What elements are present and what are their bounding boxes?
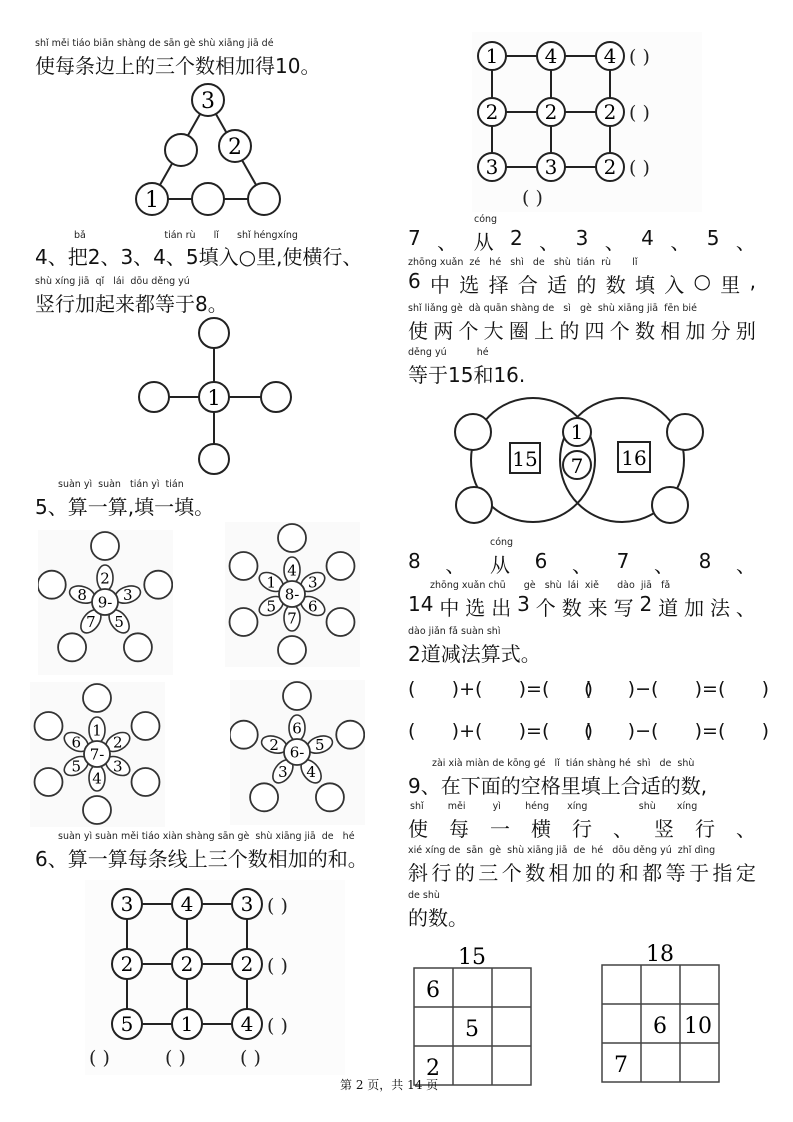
outer-circle xyxy=(230,552,258,580)
grid-number: 4 xyxy=(180,892,194,916)
q8-line-2 xyxy=(408,592,756,621)
outer-circle xyxy=(83,684,111,712)
char: 都 xyxy=(642,861,663,885)
q8-line-1 xyxy=(408,549,756,578)
char: 中 xyxy=(430,273,451,297)
q4-pinyin-2: shù xíng jiā qǐ lái dōu děng yú xyxy=(35,276,190,287)
char: 的 xyxy=(595,861,616,885)
q4-line-2: 竖行加起来都等于8。 xyxy=(35,292,228,316)
char: 竖 xyxy=(654,817,674,841)
char: 、 xyxy=(604,230,625,254)
grid-number: 2 xyxy=(120,952,134,976)
char: 相 xyxy=(548,861,569,885)
char: 道 xyxy=(658,596,679,620)
char: 数 xyxy=(525,861,546,885)
petal-number: 5 xyxy=(71,757,81,776)
petal-number: 4 xyxy=(287,561,297,580)
char: 使 xyxy=(408,817,428,841)
petal-number: 1 xyxy=(266,573,276,592)
svg-text:1: 1 xyxy=(570,420,584,444)
char: 三 xyxy=(478,861,499,885)
q6-text: 6、算一算每条线上三个数相加的和。 xyxy=(35,847,368,871)
char: 每 xyxy=(449,817,469,841)
grid-number: 3 xyxy=(240,892,254,916)
grid-number: 2 xyxy=(240,952,254,976)
outer-circle xyxy=(250,783,278,811)
cross-figure xyxy=(130,315,300,480)
grid-number: 2 xyxy=(603,155,617,179)
magic-square-1 xyxy=(410,938,535,1088)
char: 4 xyxy=(641,226,654,250)
petal-number: 6 xyxy=(308,597,318,616)
q7-line-3 xyxy=(408,315,756,344)
svg-text:1: 1 xyxy=(207,386,221,410)
grid-number: 4 xyxy=(603,44,617,68)
svg-text:( ): ( ) xyxy=(267,1015,288,1037)
char: 、 xyxy=(735,230,756,254)
char: 入 xyxy=(664,273,685,297)
char: 7 xyxy=(616,549,630,573)
q8-sub-expr-2: ( )−( )=( ) xyxy=(584,720,770,742)
square-number: 6 xyxy=(426,978,440,1003)
petal-number: 5 xyxy=(266,597,276,616)
svg-text:16: 16 xyxy=(621,446,647,470)
q9-line-1: 9、在下面的空格里填上合适的数, xyxy=(408,774,708,798)
char: 和 xyxy=(618,861,639,885)
char: 选 xyxy=(459,273,480,297)
char: 、 xyxy=(670,230,691,254)
grid-number: 3 xyxy=(485,155,499,179)
char: 14 xyxy=(408,592,434,616)
center-number: 9- xyxy=(97,593,113,612)
char: 写 xyxy=(613,596,634,620)
triangle-circle-bottom-mid xyxy=(192,183,224,215)
char: 加 xyxy=(684,596,705,620)
char: 3 xyxy=(575,226,589,250)
svg-text:( ): ( ) xyxy=(165,1047,186,1069)
q7-line-1 xyxy=(408,226,756,255)
outer-circle xyxy=(326,608,354,636)
char: 分 xyxy=(710,319,731,343)
grid-number: 2 xyxy=(603,100,617,124)
char: 、 xyxy=(445,553,466,577)
char: ○ xyxy=(693,269,711,293)
svg-text:15: 15 xyxy=(512,447,538,471)
magic-square-2 xyxy=(598,935,723,1085)
q8-pinyin-1: cóng xyxy=(490,537,514,548)
triangle-circle-bottom-right xyxy=(248,183,280,215)
char: , xyxy=(749,269,756,293)
q6-grid xyxy=(85,880,345,1075)
char: 个 xyxy=(535,596,556,620)
char: 7 xyxy=(408,226,421,250)
center-number: 7- xyxy=(89,745,105,764)
svg-text:( ): ( ) xyxy=(267,895,288,917)
svg-text:7: 7 xyxy=(570,454,584,478)
flower-1 xyxy=(38,530,173,675)
flower-2 xyxy=(225,522,360,667)
petal-number: 4 xyxy=(306,762,316,781)
center-number: 6- xyxy=(289,743,305,762)
q9-pinyin-1: zài xià miàn de kōng gé lǐ tián shàng hé shì de shù xyxy=(432,758,695,769)
q6-pinyin: suàn yì suàn měi tiáo xiàn shàng sān gè shù xiāng jiā de hé xyxy=(58,831,355,842)
q8-line-3: 2道减法算式。 xyxy=(408,642,541,666)
q5-text: 5、算一算,填一填。 xyxy=(35,495,215,519)
triangle-figure xyxy=(130,80,300,220)
petal-number: 7 xyxy=(287,609,297,628)
char: 5 xyxy=(706,226,720,250)
outer-circle xyxy=(38,571,66,599)
char: 数 xyxy=(561,596,582,620)
q7-line-4: 等于15和16. xyxy=(408,363,526,387)
char: 两 xyxy=(433,319,454,343)
petal-number: 3 xyxy=(113,757,123,776)
char: 择 xyxy=(488,273,509,297)
top-right-grid xyxy=(472,32,702,212)
char: 、 xyxy=(735,553,756,577)
char: 个 xyxy=(501,861,522,885)
char: 中 xyxy=(439,596,460,620)
center-number: 8- xyxy=(284,585,300,604)
grid-number: 2 xyxy=(544,100,558,124)
char: 于 xyxy=(689,861,710,885)
char: 8 xyxy=(698,549,712,573)
char: 个 xyxy=(609,319,630,343)
char: 、 xyxy=(571,553,592,577)
petal-number: 5 xyxy=(315,736,325,755)
outer-circle xyxy=(336,721,364,749)
q9-line-2 xyxy=(408,813,756,842)
char: 里 xyxy=(720,273,741,297)
char: 、 xyxy=(736,817,756,841)
char: 个 xyxy=(458,319,479,343)
triangle-circle-left xyxy=(165,134,197,166)
outer-circle xyxy=(144,571,172,599)
char: 6 xyxy=(534,549,548,573)
grid-number: 1 xyxy=(180,1012,194,1036)
char: 适 xyxy=(547,273,568,297)
outer-circle xyxy=(278,524,306,552)
outer-circle xyxy=(35,768,63,796)
char: 选 xyxy=(465,596,486,620)
char: 数 xyxy=(605,273,626,297)
char: 加 xyxy=(685,319,706,343)
outer-circle xyxy=(278,636,306,664)
char: 上 xyxy=(534,319,555,343)
petal-number: 3 xyxy=(278,762,288,781)
petal-number: 2 xyxy=(100,569,110,588)
char: 别 xyxy=(735,319,756,343)
q8-add-expr-2: ( )+( )=( ) xyxy=(408,720,594,742)
char: 的 xyxy=(559,319,580,343)
grid-number: 4 xyxy=(544,44,558,68)
q9-pinyin-2: shǐ měi yì héng xíng shù xíng xyxy=(410,801,698,812)
petal-number: 4 xyxy=(92,769,102,788)
char: 的 xyxy=(454,861,475,885)
petal-number: 5 xyxy=(114,612,124,631)
char: 、 xyxy=(539,230,560,254)
outer-circle xyxy=(131,712,159,740)
q9-pinyin-3: xié xíng de sān gè shù xiāng jiā de hé dōu děng yú zhǐ dìng xyxy=(408,845,716,856)
outer-circle xyxy=(124,633,152,661)
outer-circle xyxy=(35,712,63,740)
svg-text:3: 3 xyxy=(201,89,215,114)
svg-text:( ): ( ) xyxy=(522,187,543,209)
square-number: 10 xyxy=(684,1014,712,1039)
petal-number: 6 xyxy=(292,719,302,738)
svg-text:( ): ( ) xyxy=(240,1047,261,1069)
char: 行 xyxy=(572,817,592,841)
q9-pinyin-4: de shù xyxy=(408,890,440,901)
char: 圈 xyxy=(508,319,529,343)
outer-circle xyxy=(91,532,119,560)
q8-pinyin-2: zhōng xuǎn chū gè shù lái xiě dào jiā fǎ xyxy=(430,580,671,591)
intro-pinyin: shǐ měi tiáo biān shàng de sān gè shù xiāng jiā dé xyxy=(35,38,274,49)
char: 等 xyxy=(665,861,686,885)
char: 6 xyxy=(408,269,421,293)
petal-number: 8 xyxy=(77,586,87,605)
svg-text:15: 15 xyxy=(458,945,486,970)
outer-circle xyxy=(58,633,86,661)
grid-number: 5 xyxy=(120,1012,134,1036)
q8-pinyin-3: dào jiǎn fǎ suàn shì xyxy=(408,626,501,637)
outer-circle xyxy=(230,608,258,636)
svg-text:( ): ( ) xyxy=(629,157,650,179)
char: 数 xyxy=(634,319,655,343)
char: 2 xyxy=(510,226,523,250)
petal-number: 6 xyxy=(71,733,81,752)
char: 、 xyxy=(437,230,458,254)
char: 的 xyxy=(576,273,597,297)
svg-text:( ): ( ) xyxy=(89,1047,110,1069)
grid-number: 1 xyxy=(485,44,499,68)
outer-circle xyxy=(316,783,344,811)
svg-text:2: 2 xyxy=(228,135,242,160)
char: 定 xyxy=(735,861,756,885)
char: 、 xyxy=(735,596,756,620)
svg-text:( ): ( ) xyxy=(629,46,650,68)
q7-line-2 xyxy=(408,269,756,298)
char: 四 xyxy=(584,319,605,343)
char: 法 xyxy=(709,596,730,620)
grid-number: 3 xyxy=(120,892,134,916)
q4-line-1: 4、把2、3、4、5填入○里,使横行、 xyxy=(35,245,363,269)
grid-number: 2 xyxy=(485,100,499,124)
q7-pinyin-1: cóng xyxy=(474,214,498,225)
petal-number: 3 xyxy=(123,586,133,605)
char: 使 xyxy=(408,319,428,343)
square-number: 5 xyxy=(465,1017,479,1042)
svg-text:18: 18 xyxy=(646,942,674,967)
q9-line-4: 的数。 xyxy=(408,906,468,930)
petal-number: 3 xyxy=(308,573,318,592)
outer-circle xyxy=(131,768,159,796)
char: 相 xyxy=(660,319,681,343)
grid-number: 4 xyxy=(240,1012,254,1036)
q8-sub-expr-1: ( )−( )=( ) xyxy=(584,678,770,700)
char: 行 xyxy=(695,817,715,841)
square-number: 6 xyxy=(653,1014,667,1039)
petal-number: 2 xyxy=(269,736,279,755)
grid-number: 3 xyxy=(544,155,558,179)
char: 大 xyxy=(483,319,504,343)
q8-add-expr-1: ( )+( )=( ) xyxy=(408,678,594,700)
q7-pinyin-2: zhōng xuǎn zé hé shì de shù tián rù lǐ xyxy=(408,257,638,268)
char: 合 xyxy=(517,273,538,297)
char: 一 xyxy=(490,817,510,841)
petal-number: 7 xyxy=(86,612,96,631)
square-number: 2 xyxy=(426,1056,440,1081)
char: 、 xyxy=(613,817,633,841)
char: 来 xyxy=(587,596,608,620)
char: 、 xyxy=(653,553,674,577)
outer-circle xyxy=(283,682,311,710)
q9-line-3 xyxy=(408,857,756,886)
q7-pinyin-4: děng yú hé xyxy=(408,347,489,358)
svg-text:( ): ( ) xyxy=(629,102,650,124)
char: 斜 xyxy=(408,861,428,885)
q5-pinyin: suàn yì suàn tián yì tián xyxy=(58,479,184,490)
flower-4 xyxy=(230,680,365,825)
q4-pinyin-1: bǎ tián rù lǐ shǐ héngxíng xyxy=(74,230,298,241)
char: 指 xyxy=(712,861,733,885)
svg-text:( ): ( ) xyxy=(267,955,288,977)
char: 加 xyxy=(571,861,592,885)
page-footer: 第 2 页，共 14 页 xyxy=(340,1078,439,1092)
grid-number: 2 xyxy=(180,952,194,976)
petal-number: 2 xyxy=(113,733,123,752)
char: 8 xyxy=(408,549,421,573)
flower-3 xyxy=(30,682,165,827)
square-number: 7 xyxy=(614,1053,628,1078)
char: 2 xyxy=(639,592,653,616)
intro-text: 使每条边上的三个数相加得10。 xyxy=(35,54,321,78)
char: 从 xyxy=(473,230,494,254)
petal-number: 1 xyxy=(92,721,102,740)
outer-circle xyxy=(230,721,258,749)
char: 横 xyxy=(531,817,551,841)
char: 行 xyxy=(431,861,452,885)
char: 填 xyxy=(634,273,655,297)
two-circles-figure xyxy=(450,395,710,530)
q7-pinyin-3: shǐ liǎng gè dà quān shàng de sì gè shù xiāng jiā fēn bié xyxy=(408,303,697,314)
svg-text:1: 1 xyxy=(145,188,159,213)
char: 3 xyxy=(517,592,530,616)
outer-circle xyxy=(326,552,354,580)
char: 从 xyxy=(489,553,510,577)
char: 出 xyxy=(491,596,512,620)
outer-circle xyxy=(83,796,111,824)
